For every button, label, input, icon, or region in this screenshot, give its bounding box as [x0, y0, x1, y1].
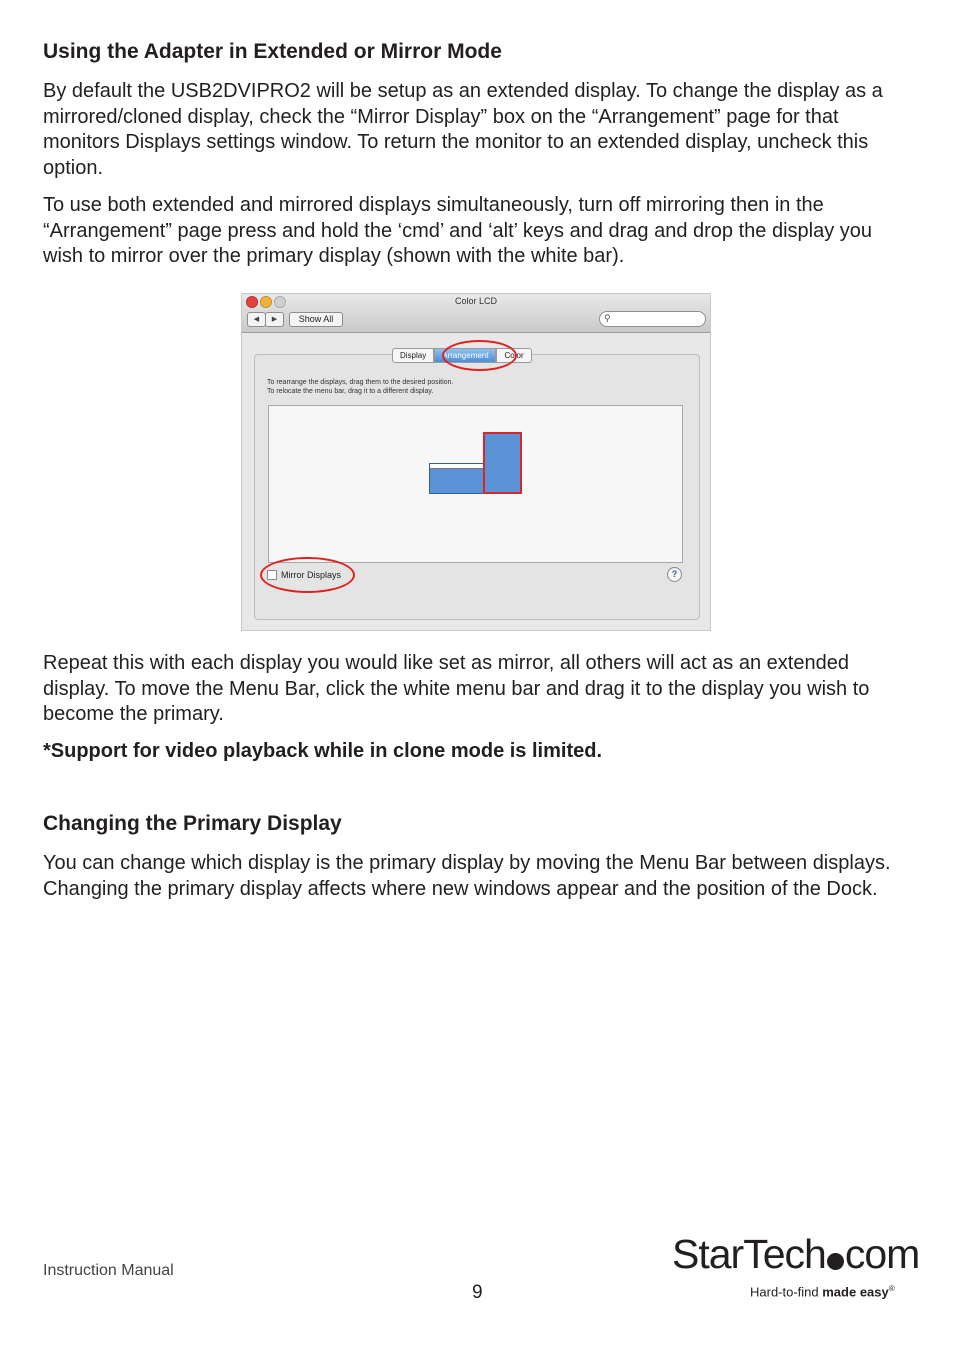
mirror-displays-label: Mirror Displays [281, 570, 342, 580]
instruction-line-1: To rearrange the displays, drag them to the desired position. [267, 379, 454, 386]
secondary-display[interactable] [483, 432, 522, 494]
paragraph-repeat: Repeat this with each display you would like set as mirror, all others will act as an extended display. To move the Menu Bar, click the white menu bar and drag it to the display you wish to become the primary. [43, 652, 870, 725]
note-video-playback: *Support for video playback while in clone mode is limited. [43, 740, 602, 762]
search-input[interactable] [599, 311, 706, 327]
mirror-highlight-circle [260, 557, 355, 593]
help-icon[interactable]: ? [667, 567, 682, 582]
startech-logo [672, 1231, 920, 1306]
paragraph-primary-display: You can change which display is the primary display by moving the Menu Bar between displays. Changing the primary display affects where new windows appear and the position of the Dock. [43, 852, 891, 900]
displays-preferences-screenshot [241, 293, 711, 631]
show-all-button[interactable]: Show All [289, 312, 343, 327]
tagline-registered-mark: ® [888, 1284, 895, 1293]
logo-text-end: com [844, 1231, 920, 1277]
tab-color[interactable]: Color [496, 348, 531, 363]
forward-button[interactable]: ▶ [265, 312, 284, 327]
tagline-bold: made easy [822, 1284, 889, 1300]
logo-text-start: StarTech [672, 1231, 826, 1277]
window-title: Color LCD [454, 296, 497, 306]
page-number: 9 [472, 1282, 483, 1303]
arrangement-area [268, 405, 683, 563]
window-titlebar [242, 294, 710, 333]
footer-manual-label: Instruction Manual [43, 1262, 174, 1279]
logo-dot-icon [827, 1253, 844, 1270]
menu-bar-handle[interactable] [430, 464, 483, 469]
search-icon: ⚲ [604, 313, 611, 323]
section-heading-mirror-mode: Using the Adapter in Extended or Mirror Mode [43, 40, 502, 63]
paragraph-default-extended: By default the USB2DVIPRO2 will be setup as an extended display. To change the display as a mirrored/cloned display, check the “Mirror Display” box on the “Arrangement” page for that monitors Displays settings window. To return the monitor to an extended display, uncheck this option. [43, 80, 883, 179]
arrangement-instructions [267, 378, 453, 396]
logo-wordmark [672, 1231, 919, 1278]
tab-display[interactable]: Display [392, 348, 434, 363]
logo-tagline [750, 1284, 895, 1299]
tab-arrangement[interactable]: Arrangement [434, 348, 496, 363]
paragraph-both-modes: To use both extended and mirrored displays simultaneously, turn off mirroring then in the “Arrangement” page press and hold the ‘cmd’ and ‘alt’ keys and drag and drop the display you wish to mirror over the primary display (shown with the white bar). [43, 194, 873, 267]
tagline-normal: Hard-to-find [750, 1284, 823, 1300]
back-button[interactable]: ◀ [247, 312, 266, 327]
primary-display[interactable] [429, 463, 484, 494]
arrangement-highlight-circle [442, 340, 517, 371]
instruction-line-2: To relocate the menu bar, drag it to a different display. [267, 388, 434, 395]
section-heading-primary-display: Changing the Primary Display [43, 812, 342, 835]
